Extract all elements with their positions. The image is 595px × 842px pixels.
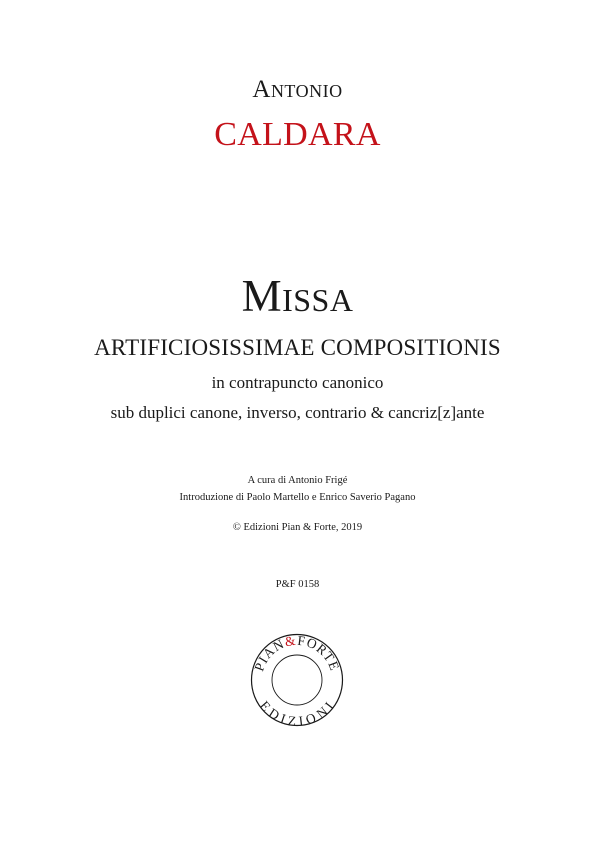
- introduction-credit: Introduzione di Paolo Martello e Enrico Saverio Pagano: [179, 492, 416, 503]
- logo-text-pian: PIAN: [251, 635, 287, 674]
- editor-credit: A cura di Antonio Frigé: [247, 475, 348, 486]
- logo-text-forte: FORTE: [296, 633, 343, 674]
- work-description-line-2: sub duplici canone, inverso, contrario & cancriz[z]ante: [110, 403, 485, 422]
- composer-first-initial: A: [252, 76, 271, 103]
- work-subtitle: ARTIFICIOSISSIMAE COMPOSITIONIS: [94, 335, 501, 360]
- composer-last-name: CALDARA: [214, 116, 381, 153]
- logo-text-edizioni: EDIZIONI: [256, 697, 338, 727]
- composer-first-rest: ntonio: [270, 76, 343, 103]
- work-description-line-1: in contrapuncto canonico: [211, 373, 384, 392]
- catalog-number: P&F 0158: [275, 579, 320, 590]
- publisher-logo: [250, 633, 344, 727]
- svg-text:PIAN&FORTE: [251, 633, 342, 673]
- logo-text-amp: &: [283, 633, 298, 650]
- work-title-initial: M: [241, 271, 283, 321]
- work-title: [0, 270, 595, 322]
- copyright-notice: © Edizioni Pian & Forte, 2019: [232, 522, 363, 533]
- logo-inner-ring: [272, 655, 322, 705]
- svg-text:EDIZIONI: [257, 698, 338, 727]
- composer-first-name: [0, 76, 595, 104]
- work-title-rest: issa: [282, 271, 354, 321]
